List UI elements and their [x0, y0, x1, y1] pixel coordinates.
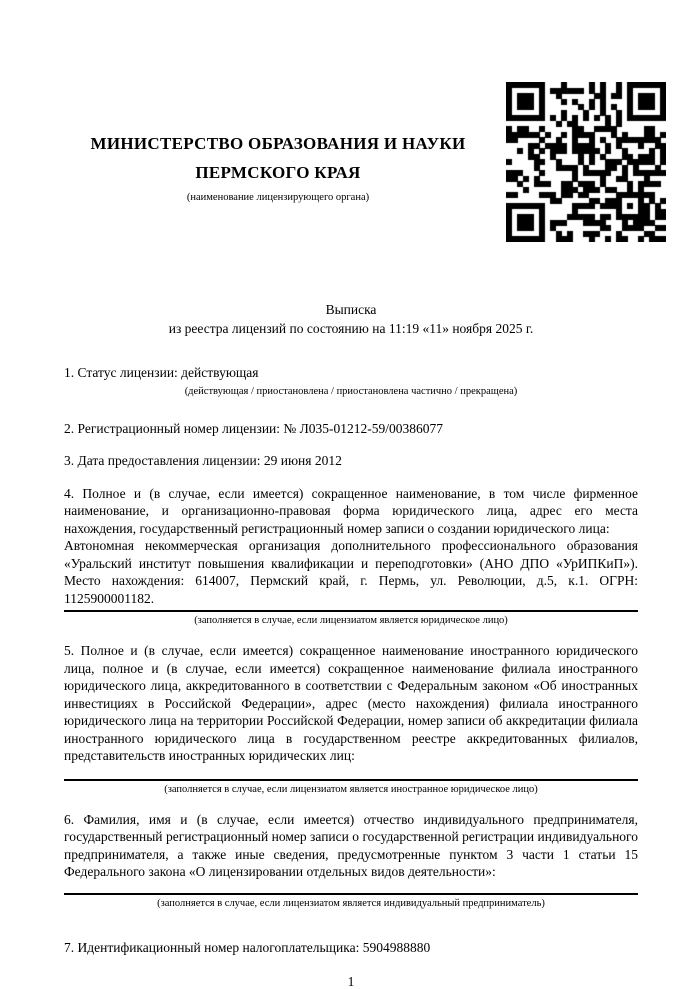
field-foreign-entity-question: 5. Полное и (в случае, если имеется) сокращенное наименование иностранного юридического лица, полное и (в случае, если имеется) сокращенное наименование филиала иностранного юридического лица, аккредитованного в соответствии с Федеральным законом «Об иностранных инвестициях в Российской Федерации», адрес (место нахождения) филиала иностранного юридического лица на территории Российской Федерации, номер записи об аккредитации филиала иностранного юридического лица в государственном реестре аккредитованных филиалов, представительств иностранных юридических лиц: [64, 643, 638, 763]
field-legal-entity-note: (заполняется в случае, если лицензиатом является юридическое лицо) [194, 615, 508, 626]
fill-in-line-legal-entity [64, 610, 638, 612]
field-license-date: 3. Дата предоставления лицензии: 29 июня 2012 [64, 453, 342, 468]
field-legal-entity-value: Автономная некоммерческая организация дополнительного профессионального образования «Уральский институт повышения квалификации и переподготовки» (АНО ДПО «УрИПКиП»). Место нахождения: 614007, Пермский край, г. Пермь, ул. Революции, д.5, к.1. ОГРН: 1125900001182. [64, 538, 638, 606]
ministry-name-line2: ПЕРМСКОГО КРАЯ [195, 163, 361, 182]
fill-in-line-entrepreneur [64, 893, 638, 895]
field-entrepreneur-question: 6. Фамилия, имя и (в случае, если имеется) отчество индивидуального предпринимателя, государственный регистрационный номер записи о государственной регистрации индивидуального предпринимателя, а также иные сведения, предусмотренные пунктом 3 части 1 статьи 15 Федерального закона «О лицензировании отдельных видов деятельности»: [64, 811, 638, 879]
document-title [64, 300, 638, 338]
document-body [64, 364, 638, 989]
field-license-status: 1. Статус лицензии: действующая [64, 365, 259, 380]
field-legal-entity-question: 4. Полное и (в случае, если имеется) сокращенное наименование, в том числе фирменное наименование, и организационно-правовая форма юридического лица, адрес его места нахождения, государственный регистрационный номер записи о создании юридического лица: [64, 485, 638, 536]
field-license-status-note: (действующая / приостановлена / приостановлена частично / прекращена) [184, 385, 518, 397]
title-line1: Выписка [325, 302, 377, 317]
field-registration-number: 2. Регистрационный номер лицензии: № Л035-01212-59/00386077 [64, 420, 444, 436]
ministry-name-line1: МИНИСТЕРСТВО ОБРАЗОВАНИЯ И НАУКИ [90, 134, 466, 153]
field-foreign-entity-note: (заполняется в случае, если лицензиатом является иностранное юридическое лицо) [164, 783, 538, 795]
licensing-authority-block [66, 129, 490, 204]
field-entrepreneur-note: (заполняется в случае, если лицензиатом является индивидуальный предприниматель) [157, 897, 545, 909]
title-line2: из реестра лицензий по состоянию на 11:19 «11» ноября 2025 г. [168, 321, 534, 336]
fill-in-line-foreign-entity [64, 779, 638, 781]
qr-code [506, 82, 666, 242]
field-taxpayer-id: 7. Идентификационный номер налогоплательщика: 5904988880 [64, 939, 431, 955]
licensing-authority-caption: (наименование лицензирующего органа) [186, 192, 370, 203]
page-number: 1 [347, 974, 355, 989]
